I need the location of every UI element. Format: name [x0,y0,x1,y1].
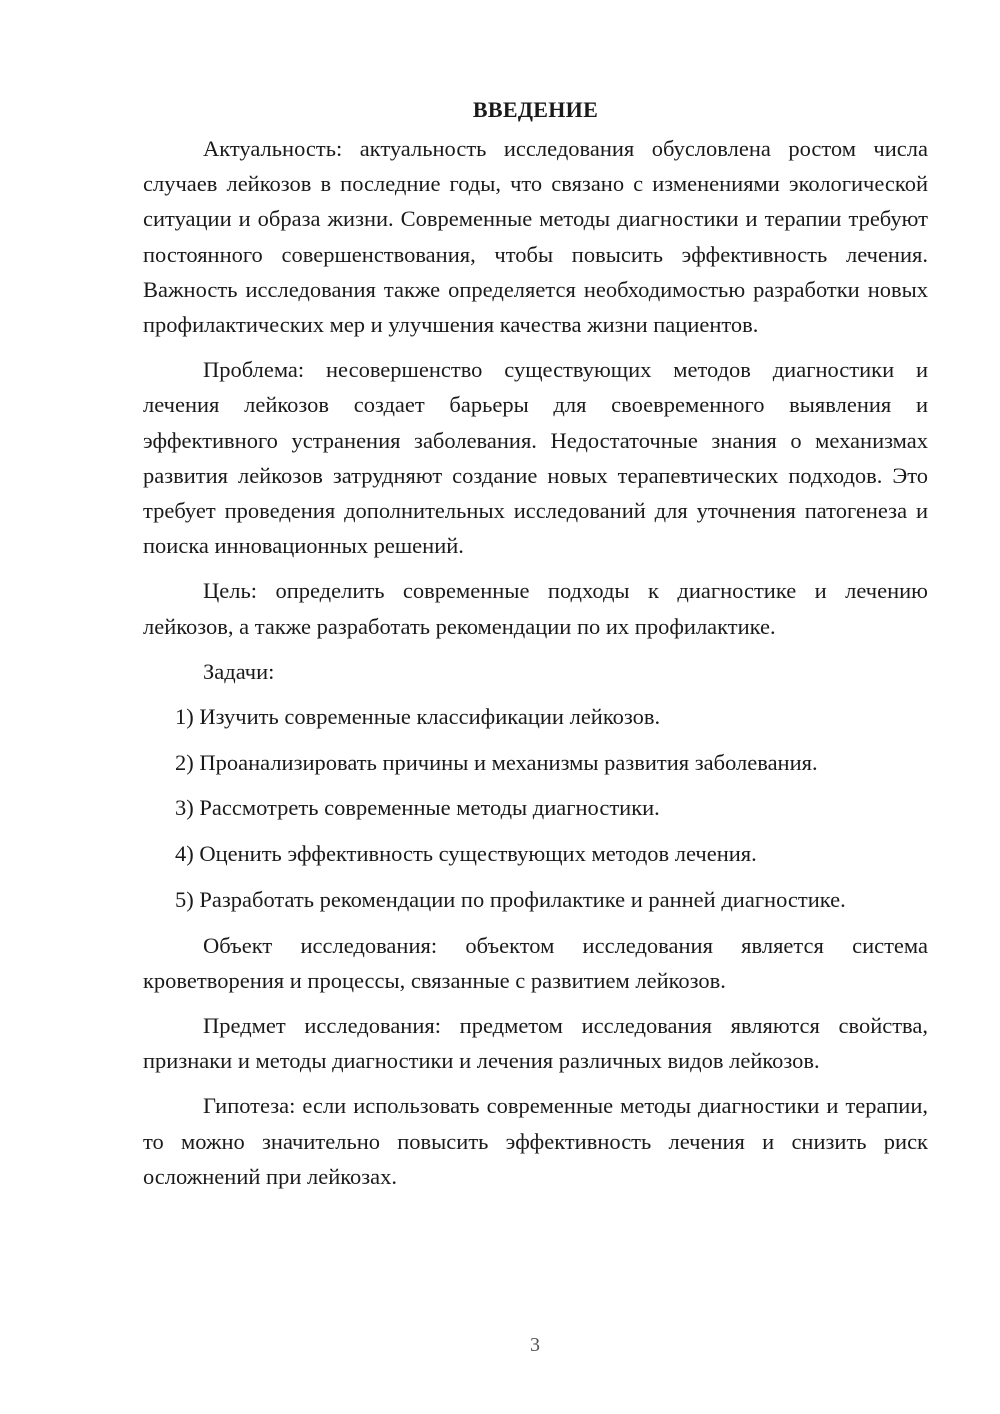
task-list [143,699,928,917]
tasks-label: Задачи: [203,658,275,684]
task-item-4: 4) Оценить эффективность существующих методов лечения. [175,841,757,867]
paragraph-subject: Предмет исследования: предметом исследования являются свойства, признаки и методы диагностики и лечения различных видов лейкозов. [143,1012,928,1074]
task-item-5: 5) Разработать рекомендации по профилактике и ранней диагностике. [175,886,846,912]
paragraph-relevance: Актуальность: актуальность исследования обусловлена ростом числа случаев лейкозов в последние годы, что связано с изменениями экологической ситуации и образа жизни. Современные методы диагностики и терапии требуют постоянного совершенствования, чтобы повысить эффективность лечения. Важность исследования также определяется необходимостью разработки новых профилактических мер и улучшения качества жизни пациентов. [143,136,928,338]
paragraph-hypothesis: Гипотеза: если использовать современные методы диагностики и терапии, то можно значительно повысить эффективность лечения и снизить риск осложнений при лейкозах. [143,1093,928,1189]
paragraph-goal: Цель: определить современные подходы к диагностике и лечению лейкозов, а также разработать рекомендации по их профилактике. [143,578,928,639]
section-heading: ВВЕДЕНИЕ [472,97,599,122]
task-item-2: 2) Проанализировать причины и механизмы развития заболевания. [175,749,818,775]
task-item-1: 1) Изучить современные классификации лейкозов. [175,704,661,730]
paragraph-problem: Проблема: несовершенство существующих методов диагностики и лечения лейкозов создает барьеры для своевременного выявления и эффективного устранения заболевания. Недостаточные знания о механизмах развития лейкозов затрудняют создание новых терапевтических подходов. Это требует проведения дополнительных исследований для уточнения патогенеза и поиска инновационных решений. [143,357,928,559]
task-item-3: 3) Рассмотреть современные методы диагностики. [175,795,660,821]
paragraph-object: Объект исследования: объектом исследования является система кроветворения и процессы, связанные с развитием лейкозов. [143,932,928,993]
document-page [143,92,928,1204]
page-number: 3 [530,1334,540,1356]
